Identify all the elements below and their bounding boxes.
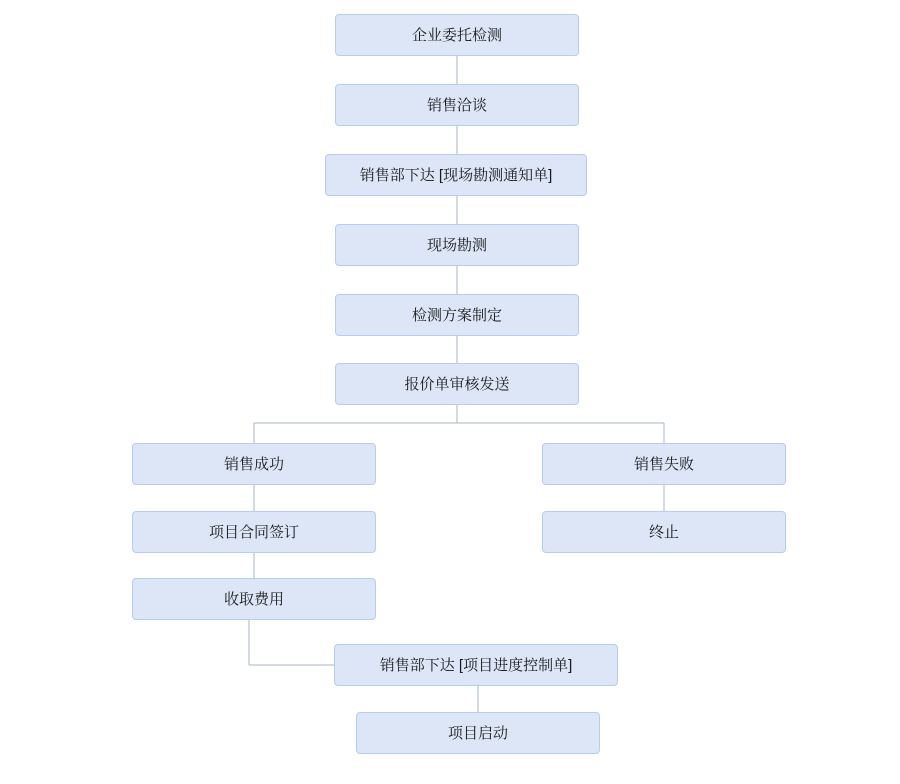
node-jiance-fangan-zhiding[interactable]: 检测方案制定 [335, 294, 579, 336]
node-xiaoshou-shibai[interactable]: 销售失败 [542, 443, 786, 485]
node-xiaoshou-chenggong[interactable]: 销售成功 [132, 443, 376, 485]
node-shouqu-feiyong[interactable]: 收取费用 [132, 578, 376, 620]
node-xiangmu-hetong-qianding[interactable]: 项目合同签订 [132, 511, 376, 553]
node-xiaoshoubu-xianchang-kance-tongzhidan[interactable]: 销售部下达 [现场勘测通知单] [325, 154, 587, 196]
node-xianchang-kance[interactable]: 现场勘测 [335, 224, 579, 266]
node-xiaoshou-qiatan[interactable]: 销售洽谈 [335, 84, 579, 126]
node-zhongzhi[interactable]: 终止 [542, 511, 786, 553]
node-xiaoshoubu-xiangmu-jindu-kongzhidan[interactable]: 销售部下达 [项目进度控制单] [334, 644, 618, 686]
node-baojiadan-shenhe-fasong[interactable]: 报价单审核发送 [335, 363, 579, 405]
node-qiye-weituo-jiance[interactable]: 企业委托检测 [335, 14, 579, 56]
node-xiangmu-qidong[interactable]: 项目启动 [356, 712, 600, 754]
